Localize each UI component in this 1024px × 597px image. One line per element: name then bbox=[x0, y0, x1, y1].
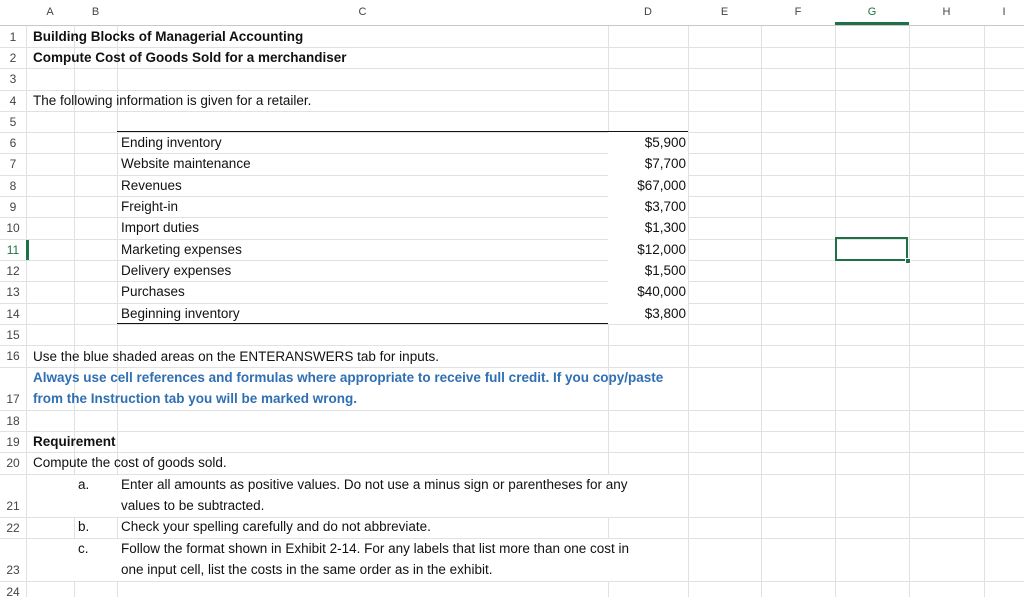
column-header-c[interactable]: C bbox=[117, 0, 608, 25]
selected-column-indicator bbox=[835, 22, 909, 25]
note-letter: a. bbox=[78, 477, 90, 492]
column-header-a[interactable]: A bbox=[26, 0, 74, 25]
gridline bbox=[0, 410, 1024, 411]
requirement-heading: Requirement bbox=[33, 434, 116, 449]
item-label: Beginning inventory bbox=[121, 306, 240, 321]
active-cell[interactable] bbox=[835, 237, 908, 261]
column-header-e[interactable]: E bbox=[688, 0, 761, 25]
item-value: $12,000 bbox=[637, 242, 686, 257]
note-letter: c. bbox=[78, 541, 89, 556]
table-top-border bbox=[117, 131, 688, 132]
row-header[interactable]: 8 bbox=[0, 176, 26, 196]
row-header[interactable]: 16 bbox=[0, 346, 26, 367]
row-header[interactable]: 15 bbox=[0, 325, 26, 345]
column-header-h[interactable]: H bbox=[909, 0, 984, 25]
row-header[interactable]: 3 bbox=[0, 69, 26, 90]
column-header-i[interactable]: I bbox=[984, 0, 1024, 25]
row-header[interactable]: 4 bbox=[0, 91, 26, 111]
item-value: $7,700 bbox=[644, 156, 686, 171]
note-text: one input cell, list the costs in the same order as in the exhibit. bbox=[121, 562, 493, 577]
item-label: Ending inventory bbox=[121, 135, 222, 150]
note-text: Follow the format shown in Exhibit 2-14. For any labels that list more than one cost in bbox=[121, 541, 629, 556]
row-header[interactable]: 9 bbox=[0, 197, 26, 217]
row-header[interactable]: 11 bbox=[0, 240, 26, 260]
item-label: Delivery expenses bbox=[121, 263, 232, 278]
item-value: $1,300 bbox=[644, 220, 686, 235]
item-label: Revenues bbox=[121, 178, 182, 193]
row-header[interactable]: 10 bbox=[0, 218, 26, 239]
row-header[interactable]: 14 bbox=[0, 304, 26, 324]
sheet-title: Building Blocks of Managerial Accounting bbox=[33, 29, 304, 44]
column-header-b[interactable]: B bbox=[74, 0, 117, 25]
row-header[interactable]: 6 bbox=[0, 133, 26, 153]
item-label: Marketing expenses bbox=[121, 242, 242, 257]
item-label: Website maintenance bbox=[121, 156, 251, 171]
item-value: $1,500 bbox=[644, 263, 686, 278]
item-value: $40,000 bbox=[637, 284, 686, 299]
row-header[interactable]: 21 bbox=[0, 496, 26, 517]
gridline bbox=[0, 68, 1024, 69]
column-header-f[interactable]: F bbox=[761, 0, 835, 25]
column-header-g[interactable]: G bbox=[835, 0, 909, 25]
row-header[interactable]: 18 bbox=[0, 411, 26, 431]
row-header[interactable]: 19 bbox=[0, 432, 26, 452]
gridline bbox=[0, 25, 1024, 26]
item-value: $3,700 bbox=[644, 199, 686, 214]
intro-text: The following information is given for a retailer. bbox=[33, 93, 312, 108]
item-label: Freight-in bbox=[121, 199, 179, 214]
requirement-task: Compute the cost of goods sold. bbox=[33, 455, 227, 470]
item-value: $5,900 bbox=[644, 135, 686, 150]
row-header[interactable]: 13 bbox=[0, 282, 26, 303]
instruction-text: Use the blue shaded areas on the ENTERANSWERS tab for inputs. bbox=[33, 349, 439, 364]
item-label: Purchases bbox=[121, 284, 185, 299]
gridline bbox=[0, 581, 1024, 582]
sheet-subtitle: Compute Cost of Goods Sold for a merchandiser bbox=[33, 50, 347, 65]
row-header[interactable]: 22 bbox=[0, 518, 26, 538]
gridline bbox=[0, 324, 1024, 325]
note-letter: b. bbox=[78, 519, 90, 534]
selected-row-indicator bbox=[26, 240, 29, 260]
note-text: Enter all amounts as positive values. Do not use a minus sign or parentheses for any bbox=[121, 477, 628, 492]
note-text: Check your spelling carefully and do not abbreviate. bbox=[121, 519, 431, 534]
note-text: values to be subtracted. bbox=[121, 498, 265, 513]
row-header[interactable]: 1 bbox=[0, 28, 26, 47]
column-header-d[interactable]: D bbox=[608, 0, 688, 25]
row-header[interactable]: 17 bbox=[0, 389, 26, 410]
gridline bbox=[0, 431, 1024, 432]
item-value: $3,800 bbox=[644, 306, 686, 321]
row-header[interactable]: 20 bbox=[0, 453, 26, 474]
row-header[interactable]: 23 bbox=[0, 560, 26, 581]
row-header[interactable]: 2 bbox=[0, 48, 26, 68]
instruction-warning: from the Instruction tab you will be marked wrong. bbox=[33, 391, 358, 406]
gridline bbox=[0, 345, 1024, 346]
item-value: $67,000 bbox=[637, 178, 686, 193]
gridline bbox=[0, 111, 1024, 112]
row-header[interactable]: 12 bbox=[0, 261, 26, 281]
row-header[interactable]: 24 bbox=[0, 582, 26, 597]
fill-handle[interactable] bbox=[905, 258, 911, 264]
instruction-warning: Always use cell references and formulas where appropriate to receive full credit. If you copy/paste bbox=[33, 370, 664, 385]
row-header[interactable]: 7 bbox=[0, 154, 26, 175]
row-header[interactable]: 5 bbox=[0, 112, 26, 132]
item-label: Import duties bbox=[121, 220, 200, 235]
